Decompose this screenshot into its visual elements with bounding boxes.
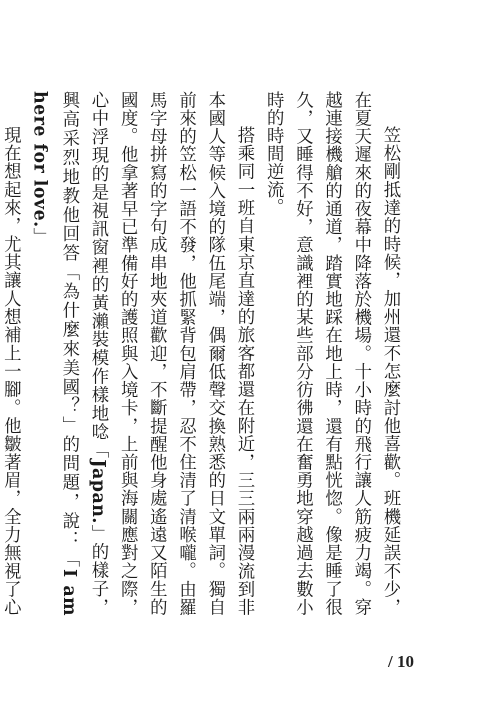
paragraph-arrival: 笠松剛抵達的時候，加州還不怎麼討他喜歡。班機延誤不少，在夏天遲來的夜幕中降落於機場。十小時的飛行讓人筋疲力竭。穿越連接機艙的通道，踏實地踩在地上時，還有點恍惚。像是睡了很久，又睡得不好，意識裡的某些部分彷彿還在奮勇地穿越過去數小時的時間逆流。 <box>263 91 400 616</box>
paragraph-text: 」 <box>29 227 50 246</box>
vertical-text-body <box>0 91 404 616</box>
latin-phrase: Japan. <box>87 459 108 524</box>
paragraph-customs-answer <box>0 91 24 616</box>
paragraph-text: 」的樣子，興高采烈地教他回答「為什麼來美國？」的問題，說：「 <box>58 91 108 617</box>
page-number: / 10 <box>388 652 414 671</box>
paragraph-immigration-queue <box>24 91 258 616</box>
paragraph-text: 現在想起來，尤其讓人想補上一腳。他皺著眉，全力無視了心 <box>0 125 21 616</box>
latin-phrase: I am here for love. <box>29 91 79 617</box>
paragraph-text: 搭乘同一班自東京直達的旅客都還在附近，三三兩兩漫流到非本國人等候入境的隊伍尾端，偶爾低聲交換熟悉的日文單詞。獨自前來的笠松一語不發，他抓緊背包肩帶，忍不住清了清喉嚨。由羅馬字母拼寫的字句成串地夾道歡迎，不斷提醒他身處遙遠又陌生的國度。他拿著早已準備好的護照與入境卡，上前與海關應對之際，心中浮現的是視訊窗裡的黃瀨裝模作樣地唸「 <box>87 91 254 616</box>
